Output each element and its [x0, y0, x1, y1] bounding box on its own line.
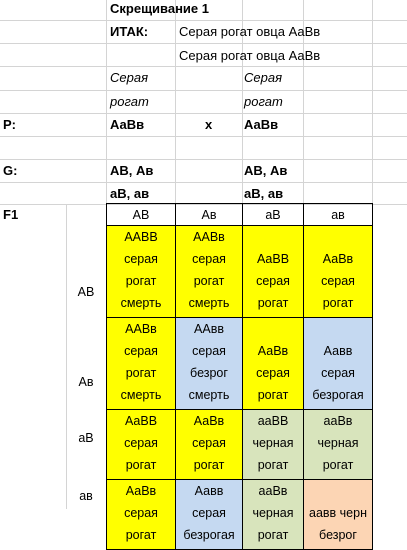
offspring-line: АаВв — [322, 252, 354, 266]
offspring-cell-3-2 — [243, 480, 304, 550]
parent-left-color: Серая — [110, 70, 149, 85]
gametes-right-line-1: АВ, Ав — [244, 163, 288, 178]
f1-label: F1 — [3, 207, 19, 222]
offspring-line: рогат — [125, 458, 157, 472]
offspring-line: ааВВ — [257, 414, 289, 428]
gametes-left-line-2: аВ, ав — [110, 186, 150, 201]
offspring-line: серая — [192, 344, 226, 358]
offspring-line: серая — [192, 506, 226, 520]
offspring-text — [107, 318, 175, 409]
offspring-line: рогат — [125, 366, 157, 380]
offspring-line: смерть — [188, 388, 230, 402]
offspring-line: аавв черн — [309, 506, 367, 520]
parent-right-horns: рогат — [244, 94, 283, 109]
offspring-line: серая — [321, 274, 355, 288]
offspring-line: серая — [124, 344, 158, 358]
offspring-line: серая — [256, 274, 290, 288]
offspring-line: рогат — [257, 296, 289, 310]
row-header-0: АВ — [77, 285, 95, 299]
offspring-line: рогат — [125, 528, 157, 542]
offspring-cell-3-0 — [107, 480, 176, 550]
title: Скрещивание 1 — [110, 1, 209, 16]
offspring-line: рогат — [193, 274, 225, 288]
offspring-line: смерть — [120, 296, 162, 310]
offspring-line: безрогая — [183, 528, 235, 542]
offspring-line: серая — [124, 436, 158, 450]
offspring-cell-2-0 — [107, 410, 176, 480]
offspring-text — [243, 410, 303, 479]
offspring-line: Аавв — [194, 484, 224, 498]
offspring-line: серая — [256, 366, 290, 380]
offspring-line: смерть — [120, 388, 162, 402]
offspring-line: серая — [192, 252, 226, 266]
offspring-cell-2-1 — [176, 410, 243, 480]
offspring-line: рогат — [125, 274, 157, 288]
offspring-line: АаВВ — [256, 252, 290, 266]
cross-sign: х — [205, 117, 213, 132]
offspring-line: смерть — [188, 296, 230, 310]
offspring-text — [176, 226, 242, 317]
offspring-line: безрог — [319, 528, 357, 542]
offspring-line: рогат — [257, 388, 289, 402]
offspring-text — [304, 248, 372, 317]
offspring-line: безрогая — [312, 388, 364, 402]
offspring-line: ааВв — [258, 484, 288, 498]
table-row — [107, 410, 373, 480]
offspring-text — [304, 502, 372, 549]
offspring-cell-1-1 — [176, 318, 243, 410]
col-header-2: аВ — [243, 204, 304, 226]
table-row — [107, 318, 373, 410]
parent-right-color: Серая — [244, 70, 283, 85]
parent-right-genotype: АаВв — [244, 117, 279, 132]
offspring-cell-0-3 — [304, 226, 373, 318]
offspring-cell-1-0 — [107, 318, 176, 410]
gametes-left-line-1: АВ, Ав — [110, 163, 154, 178]
offspring-text — [243, 480, 303, 549]
offspring-line: ааВв — [323, 414, 353, 428]
table-row — [107, 226, 373, 318]
offspring-cell-1-3 — [304, 318, 373, 410]
row-header-1: Ав — [78, 375, 94, 389]
offspring-line: черная — [252, 506, 294, 520]
offspring-cell-2-2 — [243, 410, 304, 480]
offspring-cell-3-3 — [304, 480, 373, 550]
gametes-label: G: — [3, 163, 18, 178]
offspring-line: серая — [124, 506, 158, 520]
offspring-line: ААвв — [194, 322, 224, 336]
offspring-text — [243, 340, 303, 409]
parent-left-genotype: АаВв — [110, 117, 145, 132]
offspring-text — [107, 410, 175, 479]
offspring-line: серая — [192, 436, 226, 450]
offspring-cell-0-1 — [176, 226, 243, 318]
table-row — [107, 480, 373, 550]
gametes-right-line-2: аВ, ав — [244, 186, 284, 201]
col-header-0: АВ — [107, 204, 176, 226]
offspring-line: АаВв — [193, 414, 225, 428]
punnett-square — [106, 203, 373, 550]
offspring-line: безрог — [190, 366, 228, 380]
itak-line-1: Серая рогат овца АаВв — [179, 24, 321, 39]
itak-line-2: Серая рогат овца АаВв — [179, 48, 321, 63]
offspring-text — [107, 226, 175, 317]
offspring-line: серая — [321, 366, 355, 380]
offspring-line: рогат — [193, 458, 225, 472]
offspring-line: рогат — [322, 458, 354, 472]
offspring-cell-0-2 — [243, 226, 304, 318]
row-header-3: ав — [79, 489, 93, 503]
itak-label: ИТАК: — [110, 24, 149, 39]
col-header-1: Ав — [176, 204, 243, 226]
row-header-2: аВ — [78, 431, 94, 445]
offspring-line: черная — [317, 436, 359, 450]
offspring-text — [304, 340, 372, 409]
offspring-line: АаВв — [257, 344, 289, 358]
offspring-text — [176, 480, 242, 549]
offspring-line: ААВв — [193, 230, 225, 244]
offspring-text — [304, 410, 372, 479]
offspring-line: АаВв — [125, 484, 157, 498]
offspring-line: АаВВ — [124, 414, 158, 428]
offspring-line: рогат — [322, 296, 354, 310]
offspring-text — [176, 410, 242, 479]
offspring-cell-2-3 — [304, 410, 373, 480]
parent-left-horns: рогат — [110, 94, 149, 109]
offspring-text — [243, 248, 303, 317]
offspring-line: черная — [252, 436, 294, 450]
offspring-line: Аавв — [323, 344, 353, 358]
parents-label: P: — [3, 117, 16, 132]
offspring-line: серая — [124, 252, 158, 266]
offspring-cell-0-0 — [107, 226, 176, 318]
offspring-text — [107, 480, 175, 549]
offspring-line: ААВв — [125, 322, 157, 336]
offspring-cell-3-1 — [176, 480, 243, 550]
offspring-cell-1-2 — [243, 318, 304, 410]
offspring-line: рогат — [257, 458, 289, 472]
offspring-line: рогат — [257, 528, 289, 542]
offspring-text — [176, 318, 242, 409]
col-header-3: ав — [304, 204, 373, 226]
offspring-line: ААВВ — [124, 230, 158, 244]
